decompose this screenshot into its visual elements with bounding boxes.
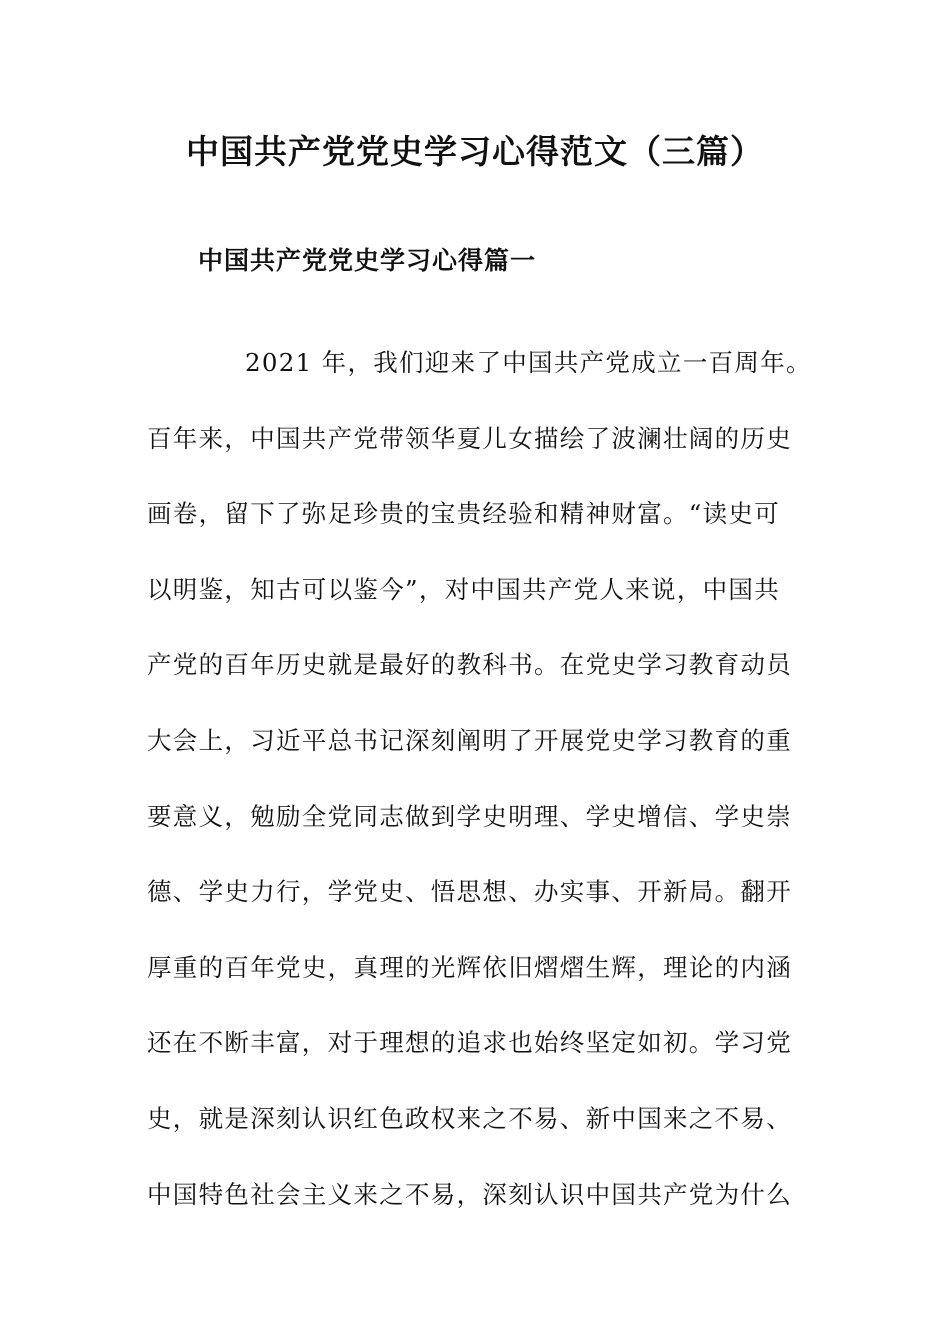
paragraph-line: 要意义，勉励全党同志做到学史明理、学史增信、学史崇 bbox=[147, 801, 792, 831]
paragraph-line: 2021 年，我们迎来了中国共产党成立一百周年。 bbox=[245, 348, 812, 377]
body-paragraph bbox=[147, 342, 812, 1249]
paragraph-line: 中国特色社会主义来之不易，深刻认识中国共产党为什么 bbox=[147, 1179, 792, 1209]
paragraph-line: 大会上，习近平总书记深刻阐明了开展党史学习教育的重 bbox=[147, 725, 792, 755]
paragraph-line: 德、学史力行，学党史、悟思想、办实事、开新局。翻开 bbox=[147, 877, 792, 907]
paragraph-line: 还在不断丰富，对于理想的追求也始终坚定如初。学习党 bbox=[147, 1028, 792, 1058]
paragraph-line: 产党的百年历史就是最好的教科书。在党史学习教育动员 bbox=[147, 650, 792, 680]
paragraph-line: 画卷，留下了弥足珍贵的宝贵经验和精神财富。“读史可 bbox=[147, 499, 781, 529]
paragraph-line: 以明鉴，知古可以鉴今”，对中国共产党人来说，中国共 bbox=[147, 574, 781, 604]
paragraph-line: 厚重的百年党史，真理的光辉依旧熠熠生辉，理论的内涵 bbox=[147, 952, 792, 982]
document-title: 中国共产党党史学习心得范文（三篇） bbox=[186, 132, 764, 171]
section-title: 中国共产党党史学习心得篇一 bbox=[198, 246, 537, 275]
paragraph-line: 百年来，中国共产党带领华夏儿女描绘了波澜壮阔的历史 bbox=[147, 423, 792, 453]
paragraph-line: 史，就是深刻认识红色政权来之不易、新中国来之不易、 bbox=[147, 1103, 792, 1133]
